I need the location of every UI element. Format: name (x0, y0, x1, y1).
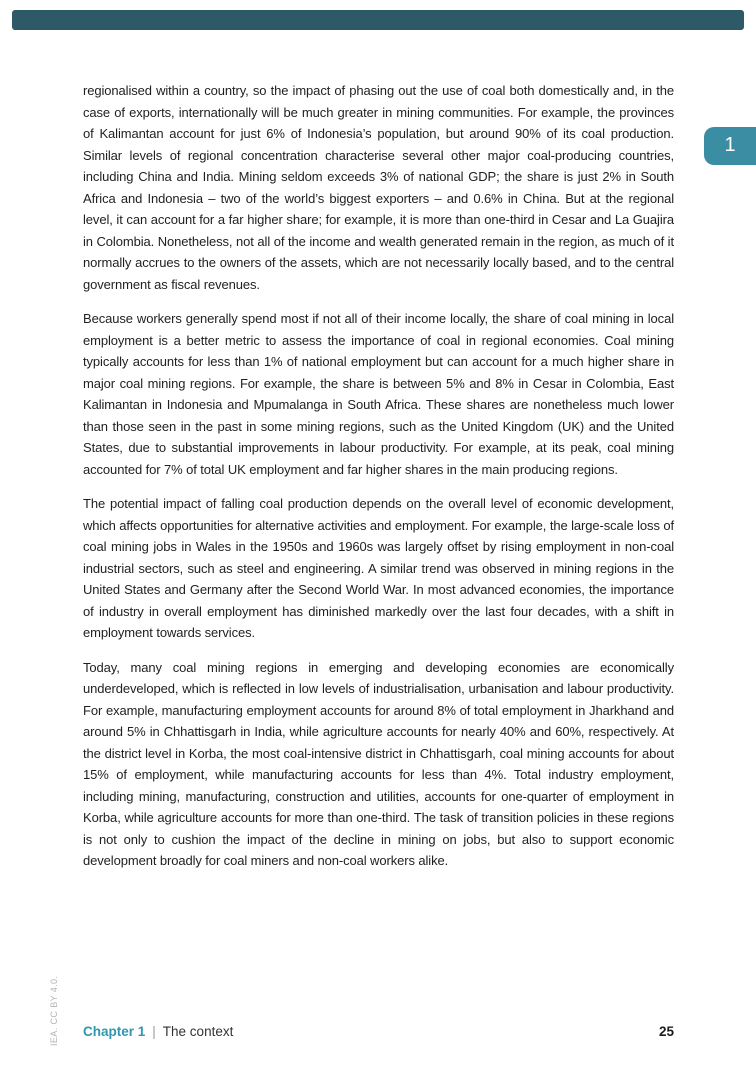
footer-left (83, 1024, 233, 1039)
paragraph: Today, many coal mining regions in emerging and developing economies are economically underdeveloped, which is reflected in low levels of industrialisation, urbanisation and labour productivity. For example, manufacturing employment accounts for around 8% of total employment in Jharkhand and around 5% in Chhattisgarh in India, while agriculture accounts for nearly 40% and 60%, respectively. At the district level in Korba, the most coal-intensive district in Chhattisgarh, coal mining accounts for about 15% of employment, while manufacturing accounts for less than 4%. Total industry employment, including mining, manufacturing, construction and utilities, accounts for one-quarter of employment in Korba, while agriculture accounts for more than one-third. The task of transition policies in these regions is not only to cushion the impact of the decline in mining on jobs, but also to support economic development broadly for coal miners and non-coal workers alike. (83, 659, 674, 868)
page-footer (83, 1024, 674, 1039)
paragraph: regionalised within a country, so the impact of phasing out the use of coal both domestically and, in the case of exports, internationally will be much greater in mining communities. For example, the provinces of Kalimantan account for just 6% of Indonesia’s population, but around 90% of its coal production. Similar levels of regional concentration characterise several other major coal-producing countries, including China and India. Mining seldom exceeds 3% of national GDP; the share is just 2% in South Africa and Indonesia – two of the world’s biggest exporters – and 0.6% in China. But at the regional level, it can account for a far higher share; for example, it is more than one-third in Cesar and La Guajira in Colombia. Nonetheless, not all of the income and wealth generated remain in the region, as much of it normally accrues to the owners of the assets, which are not necessarily locally based, and to the central government as fiscal revenues. (83, 83, 674, 292)
chapter-label: Chapter 1 (83, 1024, 146, 1039)
chapter-tab-label: 1 (724, 134, 736, 156)
copyright-note: IEA. CC BY 4.0. (49, 975, 59, 1046)
chapter-tab (704, 127, 756, 165)
paragraph: The potential impact of falling coal production depends on the overall level of economic development, which affects opportunities for alternative activities and employment. For example, the large-scale loss of coal mining jobs in Wales in the 1950s and 1960s was largely offset by rising employment in non-coal industrial sectors, such as steel and engineering. A similar trend was observed in mining regions in the United States and Germany after the Second World War. In most advanced economies, the importance of industry in overall employment has diminished markedly over the last four decades, with a shift in employment towards services. (83, 496, 674, 640)
section-title: The context (162, 1024, 234, 1039)
body-text (83, 80, 674, 885)
paragraph: Because workers generally spend most if not all of their income locally, the share of coal mining in local employment is a better metric to assess the importance of coal in regional economies. Coal mining typically accounts for less than 1% of national employment but can account for a much higher share in major coal mining regions. For example, the share is between 5% and 8% in Cesar in Colombia, East Kalimantan in Indonesia and Mpumalanga in South Africa. These shares are nonetheless much lower than those seen in the past in some mining regions, such as the United Kingdom (UK) and the United States, due to substantial improvements in labour productivity. For example, at its peak, coal mining accounted for 7% of total UK employment and far higher shares in the main producing regions. (83, 311, 674, 477)
page-header-bar (12, 10, 744, 30)
page-number: 25 (658, 1024, 674, 1039)
footer-separator: | (152, 1024, 156, 1039)
